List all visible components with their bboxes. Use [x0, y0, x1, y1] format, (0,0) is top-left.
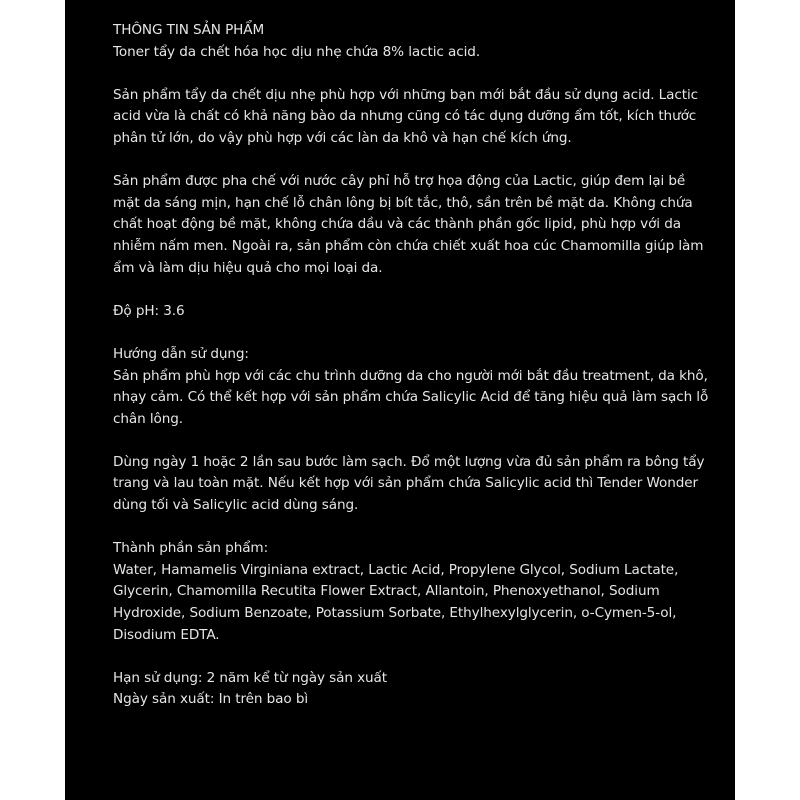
section-title: THÔNG TIN SẢN PHẨM [113, 22, 265, 38]
ingredients-list: Water, Hamamelis Virginiana extract, Lactic Acid, Propylene Glycol, Sodium Lactate, Glycerin, Chamomilla Recutita Flower Extract, Allantoin, Phenoxyethanol, Sodium Hydroxide, Sodium Benzoate, Potassium Sorbate, Ethylhexylglycerin, o-Cymen-5-ol, Disodium EDTA. [113, 561, 679, 643]
usage-title: Hướng dẫn sử dụng: [113, 345, 249, 362]
usage-paragraph-1: Sản phẩm phù hợp với các chu trình dưỡng da cho người mới bắt đầu treatment, da khô, nhạy cảm. Có thể kết hợp với sản phẩm chứa Salicylic Acid để tăng hiệu quả làm sạch lỗ chân lông. [113, 367, 709, 427]
ph-value: Độ pH: 3.6 [113, 302, 185, 319]
description-paragraph-1: Sản phẩm tẩy da chết dịu nhẹ phù hợp với những bạn mới bắt đầu sử dụng acid. Lactic acid vừa là chất có khả năng bào da nhưng cũng có tác dụng dưỡng ẩm tốt, kích thước phân tử lớn, do vậy phù hợp với các làn da khô và hạn chế kích ứng. [113, 86, 699, 146]
product-info-content [113, 20, 713, 711]
expiry-info: Hạn sử dụng: 2 năm kể từ ngày sản xuất [113, 669, 388, 686]
product-subtitle: Toner tẩy da chết hóa học dịu nhẹ chứa 8% lactic acid. [113, 43, 481, 60]
manufacture-date: Ngày sản xuất: In trên bao bì [113, 691, 309, 708]
description-paragraph-2: Sản phẩm được pha chế với nước cây phỉ hỗ trợ họa động của Lactic, giúp đem lại bề mặt da sáng mịn, hạn chế lỗ chân lông bị bít tắc, thô, sần trên bề mặt da. Không chứa chất hoạt động bề mặt, không chứa dầu và các thành phần gốc lipid, phù hợp với da nhiễm nấm men. Ngoài ra, sản phẩm còn chứa chiết xuất hoa cúc Chamomilla giúp làm ẩm và làm dịu hiệu quả cho mọi loại da. [113, 173, 704, 276]
product-info-screen [65, 0, 735, 800]
ingredients-title: Thành phần sản phẩm: [113, 540, 269, 557]
usage-paragraph-2: Dùng ngày 1 hoặc 2 lần sau bước làm sạch. Đổ một lượng vừa đủ sản phẩm ra bông tẩy trang và lau toàn mặt. Nếu kết hợp với sản phẩm chứa Salicylic acid thì Tender Wonder dùng tối và Salicylic acid dùng sáng. [113, 453, 705, 514]
